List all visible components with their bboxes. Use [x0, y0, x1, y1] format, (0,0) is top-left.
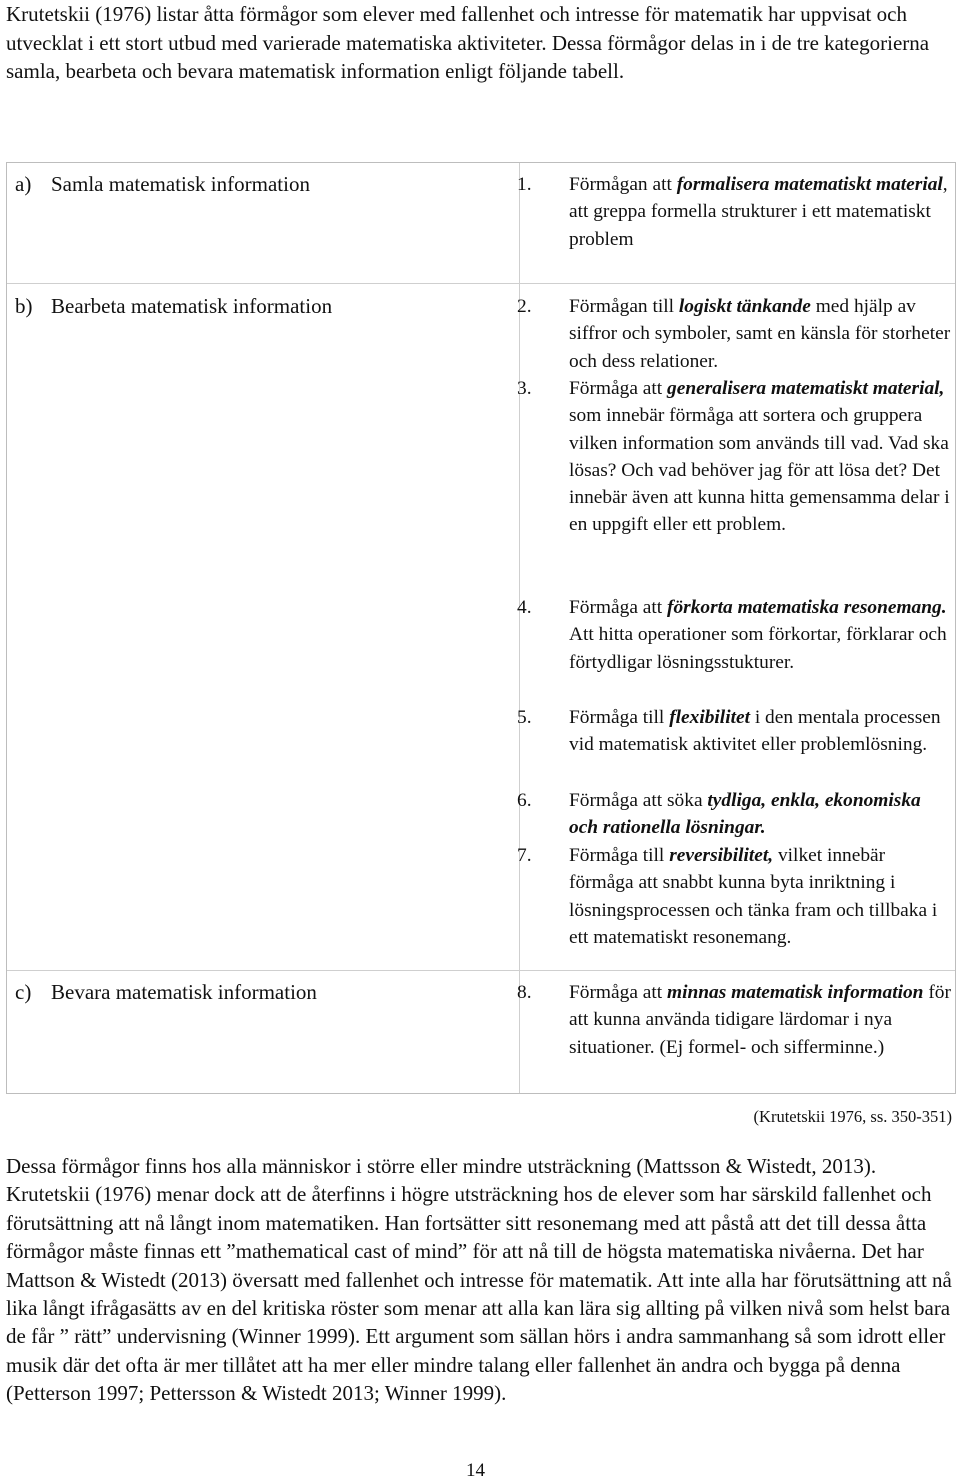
ability-emphasis: generalisera matematiskt material,: [667, 378, 945, 399]
category-c: [15, 979, 317, 1006]
abilities-table: [6, 162, 956, 1094]
ability-number: 7.: [517, 845, 532, 866]
ability-number: 3.: [517, 378, 532, 399]
ability-emphasis: minnas matematisk information: [667, 982, 924, 1003]
ability-item-8: [517, 979, 953, 1061]
ability-item-4: [517, 594, 953, 676]
ability-text: för att kunna använda tidigare lärdomar i nya situationer. (Ej formel- och sifferminne.): [569, 982, 951, 1058]
ability-number: 8.: [517, 982, 532, 1003]
ability-number: 1.: [517, 174, 532, 195]
table-row-divider: [7, 970, 955, 971]
page-number: 14: [466, 1460, 485, 1481]
category-label: a): [15, 172, 32, 196]
ability-text: Förmåga att: [569, 597, 668, 618]
ability-text: Att hitta operationer som förkortar, förklarar och förtydligar lösningsstukturer.: [569, 624, 947, 673]
ability-text: Förmåga att: [569, 982, 668, 1003]
ability-number: 2.: [517, 296, 532, 317]
ability-number: 5.: [517, 707, 532, 728]
category-a: [15, 171, 310, 198]
table-row-divider: [7, 283, 955, 284]
ability-number: 4.: [517, 597, 532, 618]
ability-text: Förmåga att: [569, 378, 668, 399]
ability-item-6: [517, 787, 953, 842]
category-text: Bevara matematisk information: [51, 980, 317, 1004]
table-citation: (Krutetskii 1976, ss. 350-351): [753, 1107, 952, 1126]
ability-emphasis: reversibilitet,: [669, 845, 774, 866]
ability-item-1: [517, 171, 953, 253]
ability-text: med hjälp av siffror och symboler, samt en känsla för storheter och dess relationer.: [569, 296, 951, 372]
body-paragraph: Dessa förmågor finns hos alla människor i större eller mindre utsträckning (Mattsson & Wistedt, 2013). Krutetskii (1976) menar dock att de återfinns i högre utsträckning hos de elever som har särskild fallenhet och förutsättning att nå långt inom matematiken. Han fortsätter sitt resonemang med att påstå att det till dessa åtta förmågor måste finnas ett ”mathematical cast of mind” för att nå till de högsta matematiska nivåerna. Det har Mattson & Wistedt (2013) översatt med fallenhet och intresse för matematik. Att inte alla har förutsättning att nå lika långt ifrågasätts av en del kritiska röster som menar att alla kan lära sig allting på vilken nivå som helst bara de får ” rätt” undervisning (Winner 1999). Ett argument som sällan hörs i andra sammanhang så som idrott eller musik där det ofta är mer tillåtet att ha mer eller mindre talang eller fallenhet än andra och bygga på denna (Petterson 1997; Pettersson & Wistedt 2013; Winner 1999).: [6, 1154, 952, 1406]
category-label: c): [15, 980, 32, 1004]
category-b: [15, 293, 333, 320]
ability-text: , att greppa formella strukturer i ett matematiskt problem: [569, 174, 948, 250]
ability-text: Förmågan till: [569, 296, 679, 317]
category-text: Samla matematisk information: [51, 172, 310, 196]
ability-text: vilket innebär förmåga att snabbt kunna byta inriktning i lösningsprocessen och tänka fram och tillbaka i ett matematiskt resonemang.: [569, 845, 938, 948]
ability-emphasis: förkorta matematiska resonemang.: [667, 597, 947, 618]
ability-emphasis: formalisera matematiskt material: [676, 174, 943, 195]
ability-item-7: [517, 842, 953, 951]
ability-emphasis: tydliga, enkla, ekonomiska och rationella lösningar.: [569, 790, 921, 839]
ability-item-2: [517, 293, 953, 375]
ability-text: i den mentala processen vid matematisk aktivitet eller problemlösning.: [569, 707, 941, 756]
intro-paragraph: Krutetskii (1976) listar åtta förmågor som elever med fallenhet och intresse för matematik har uppvisat och utvecklat i ett stort utbud med varierade matematiska aktiviteter. Dessa förmågor delas in i de tre kategorierna samla, bearbeta och bevara matematisk information enligt följande tabell.: [6, 2, 930, 83]
ability-text: Förmåga till: [569, 707, 670, 728]
ability-text: Förmågan att: [569, 174, 677, 195]
category-label: b): [15, 294, 33, 318]
ability-emphasis: logiskt tänkande: [678, 296, 811, 317]
ability-emphasis: flexibilitet: [669, 707, 750, 728]
ability-number: 6.: [517, 790, 532, 811]
ability-text: som innebär förmåga att sortera och gruppera vilken information som används till vad. Vad ska lösas? Och vad behöver jag för att lösa det? Det innebär även att kunna hitta gemensamma delar i en uppgift eller ett problem.: [569, 405, 950, 536]
ability-item-3: [517, 375, 953, 539]
ability-item-5: [517, 704, 953, 759]
ability-text: Förmåga att söka: [569, 790, 708, 811]
ability-text: Förmåga till: [569, 845, 670, 866]
category-text: Bearbeta matematisk information: [51, 294, 333, 318]
